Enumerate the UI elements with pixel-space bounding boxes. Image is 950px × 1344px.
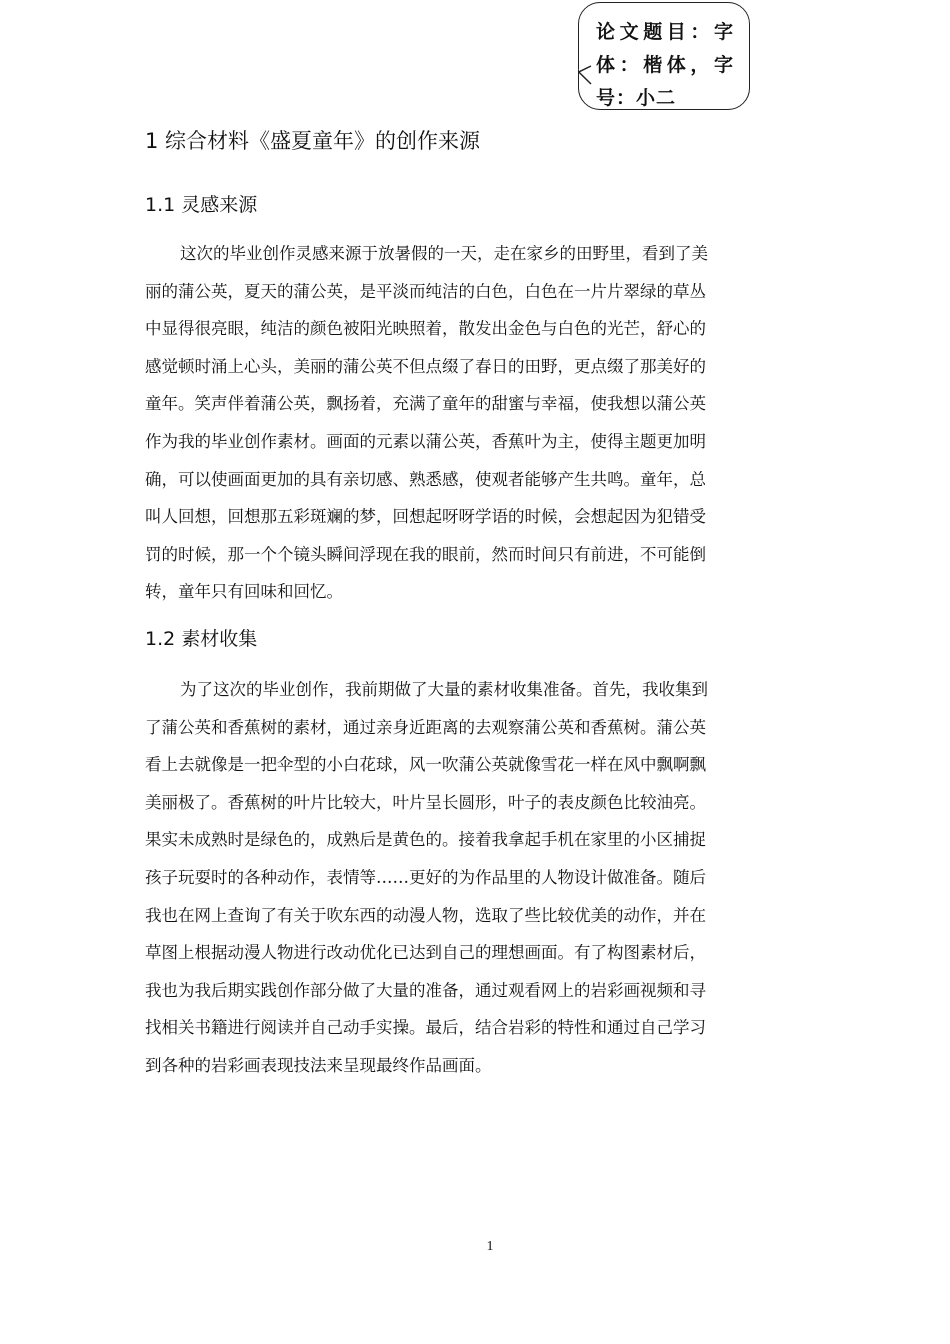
paragraph-line: 找相关书籍进行阅读并自己动手实操。最后，结合岩彩的特性和通过自己学习	[145, 1018, 706, 1038]
paragraph-line: 我也在网上查询了有关于吹东西的动漫人物，选取了些比较优美的动作，并在	[145, 905, 706, 925]
paragraph-line: 为了这次的毕业创作，我前期做了大量的素材收集准备。首先，我收集到	[180, 680, 708, 699]
paragraph-line: 看上去就像是一把伞型的小白花球，风一吹蒲公英就像雪花一样在风中飘啊飘	[145, 755, 706, 775]
paragraph-line: 美丽极了。香蕉树的叶片比较大，叶片呈长圆形，叶子的表皮颜色比较油亮。	[145, 792, 706, 812]
paragraph-line: 到各种的岩彩画表现技法来呈现最终作品画面。	[145, 1055, 492, 1075]
paragraph-line: 我也为我后期实践创作部分做了大量的准备，通过观看网上的岩彩画视频和寻	[145, 980, 706, 1000]
paragraph-line: 作为我的毕业创作素材。画面的元素以蒲公英，香蕉叶为主，使得主题更加明	[145, 431, 706, 451]
paragraph-line: 孩子玩耍时的各种动作，表情等……更好的为作品里的人物设计做准备。随后	[145, 867, 706, 887]
chapter-heading: 1 综合材料《盛夏童年》的创作来源	[145, 129, 481, 153]
paragraph-inspiration	[145, 235, 807, 611]
section-heading-inspiration: 1.1 灵感来源	[145, 194, 258, 216]
paragraph-line: 丽的蒲公英，夏天的蒲公英，是平淡而纯洁的白色，白色在一片片翠绿的草丛	[145, 281, 706, 301]
paragraph-line: 这次的毕业创作灵感来源于放暑假的一天，走在家乡的田野里，看到了美	[180, 244, 708, 263]
page-number: 1	[486, 1239, 494, 1254]
paragraph-line: 果实未成熟时是绿色的，成熟后是黄色的。接着我拿起手机在家里的小区捕捉	[145, 830, 706, 850]
paragraph-line: 转，童年只有回味和回忆。	[145, 582, 343, 602]
paragraph-line: 感觉顿时涌上心头，美丽的蒲公英不但点缀了春日的田野，更点缀了那美好的	[145, 356, 706, 376]
paragraph-line: 确，可以使画面更加的具有亲切感、熟悉感，使观者能够产生共鸣。童年，总	[145, 469, 706, 489]
paragraph-materials	[145, 671, 807, 1085]
paragraph-line: 罚的时候，那一个个镜头瞬间浮现在我的眼前，然而时间只有前进，不可能倒	[145, 544, 706, 564]
paragraph-line: 中显得很亮眼，纯洁的颜色被阳光映照着，散发出金色与白色的光芒，舒心的	[145, 319, 706, 339]
paragraph-line: 童年。笑声伴着蒲公英，飘扬着，充满了童年的甜蜜与幸福，使我想以蒲公英	[145, 394, 706, 414]
paragraph-line: 叫人回想，回想那五彩斑斓的梦，回想起呀呀学语的时候，会想起因为犯错受	[145, 507, 706, 527]
paragraph-line: 草图上根据动漫人物进行改动优化已达到自己的理想画面。有了构图素材后，	[145, 943, 706, 963]
comment-text: 论文题目：字体：楷体，字号：小二	[596, 21, 734, 109]
section-heading-materials: 1.2 素材收集	[145, 628, 258, 650]
paragraph-line: 了蒲公英和香蕉树的素材，通过亲身近距离的去观察蒲公英和香蕉树。蒲公英	[145, 717, 706, 737]
